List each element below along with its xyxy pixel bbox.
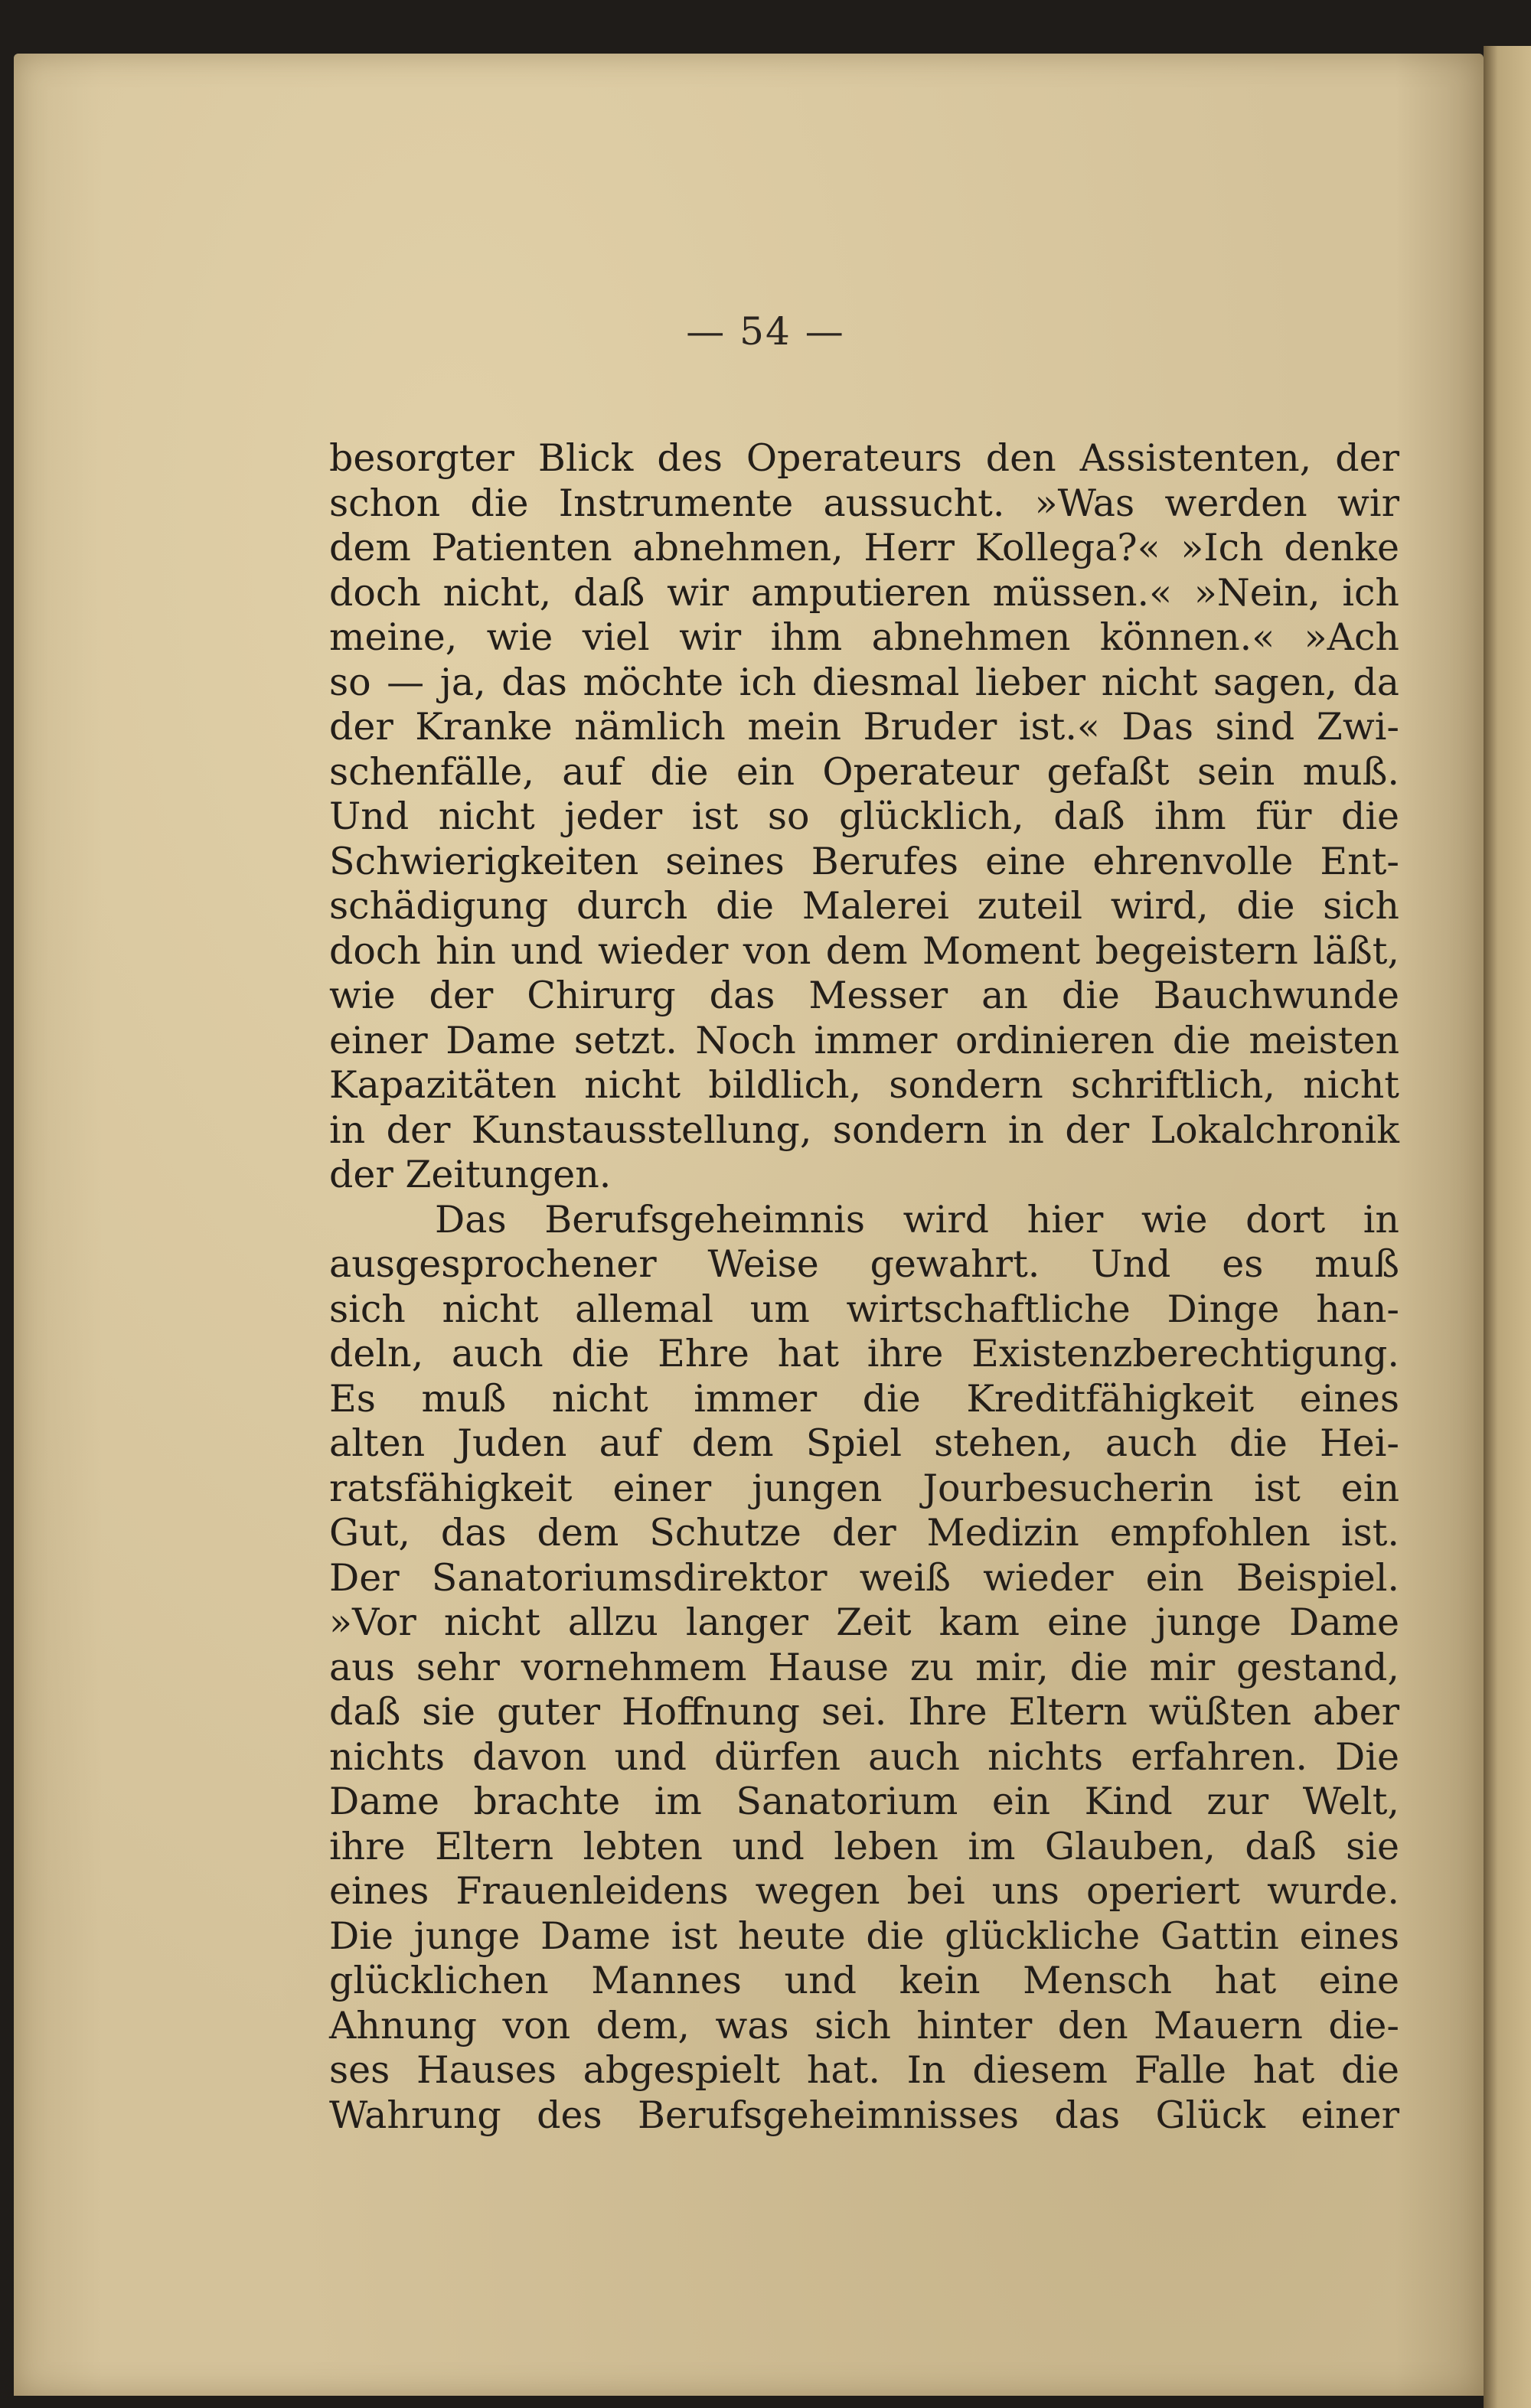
text-line: schenfälle, auf die ein Operateur gefaßt sein muß. <box>329 749 1399 794</box>
text-line: Wahrung des Berufsgeheimnisses das Glück einer <box>329 2093 1399 2137</box>
text-line: doch hin und wieder von dem Moment begeistern läßt, <box>329 928 1399 973</box>
text-line: wie der Chirurg das Messer an die Bauchwunde <box>329 974 1399 1017</box>
paragraph-start-line: Das Berufsgeheimnis wird hier wie dort in <box>435 1197 1399 1242</box>
text-line: schädigung durch die Malerei zuteil wird, die sich <box>329 884 1399 928</box>
text-line: deln, auch die Ehre hat ihre Existenzberechtigung. <box>329 1332 1399 1375</box>
text-line: meine, wie viel wir ihm abnehmen können.« »Ach <box>329 615 1399 659</box>
text-line: Gut, das dem Schutze der Medizin empfohlen ist. <box>329 1511 1399 1555</box>
text-line: ihre Eltern lebten und leben im Glauben, daß sie <box>329 1824 1399 1868</box>
text-line: einer Dame setzt. Noch immer ordinieren die meisten <box>329 1018 1399 1062</box>
text-line: glücklichen Mannes und kein Mensch hat eine <box>329 1959 1399 2002</box>
text-line: Dame brachte im Sanatorium ein Kind zur Welt, <box>329 1780 1399 1823</box>
text-line: ses Hauses abgespielt hat. In diesem Falle hat die <box>329 2048 1399 2092</box>
text-line: Und nicht jeder ist so glücklich, daß ihm für die <box>329 795 1399 838</box>
text-line: »Vor nicht allzu langer Zeit kam eine junge Dame <box>329 1600 1399 1644</box>
text-line: nichts davon und dürfen auch nichts erfahren. Die <box>329 1734 1399 1779</box>
text-line: aus sehr vornehmem Hause zu mir, die mir gestand, <box>329 1645 1399 1689</box>
text-line: schon die Instrumente aussucht. »Was werden wir <box>329 481 1399 525</box>
text-line: daß sie guter Hoffnung sei. Ihre Eltern wüßten aber <box>329 1690 1399 1734</box>
text-line: ausgesprochener Weise gewahrt. Und es muß <box>329 1242 1399 1286</box>
text-line: sich nicht allemal um wirtschaftliche Dinge han- <box>329 1287 1399 1331</box>
text-line: Schwierigkeiten seines Berufes eine ehrenvolle Ent- <box>329 839 1399 883</box>
text-line: dem Patienten abnehmen, Herr Kollega?« »Ich denke <box>329 526 1399 569</box>
text-line: in der Kunstausstellung, sondern in der Lokalchronik <box>329 1108 1399 1152</box>
text-line: Es muß nicht immer die Kreditfähigkeit eines <box>329 1376 1399 1421</box>
text-line: ratsfähigkeit einer jungen Jourbesucherin ist ein <box>329 1466 1399 1510</box>
text-line: doch nicht, daß wir amputieren müssen.« »Nein, ich <box>329 570 1399 615</box>
page-number: — 54 — <box>686 309 845 354</box>
text-line: besorgter Blick des Operateurs den Assistenten, der <box>329 436 1399 480</box>
text-line: der Kranke nämlich mein Bruder ist.« Das sind Zwi- <box>329 705 1399 749</box>
text-line: Der Sanatoriumsdirektor weiß wieder ein Beispiel. <box>329 1555 1399 1600</box>
paragraph-end-line: der Zeitungen. <box>329 1153 612 1196</box>
body-text <box>329 436 1399 2138</box>
text-line: so — ja, das möchte ich diesmal lieber nicht sagen, da <box>329 660 1399 704</box>
text-line: eines Frauenleidens wegen bei uns operiert wurde. <box>329 1869 1399 1913</box>
text-line: Ahnung von dem, was sich hinter den Mauern die- <box>329 2003 1399 2047</box>
text-line: Kapazitäten nicht bildlich, sondern schriftlich, nicht <box>329 1063 1399 1107</box>
adjacent-page-edge <box>1484 46 1531 2408</box>
text-line: Die junge Dame ist heute die glückliche Gattin eines <box>329 1914 1399 1958</box>
text-line: alten Juden auf dem Spiel stehen, auch die Hei- <box>329 1421 1399 1465</box>
